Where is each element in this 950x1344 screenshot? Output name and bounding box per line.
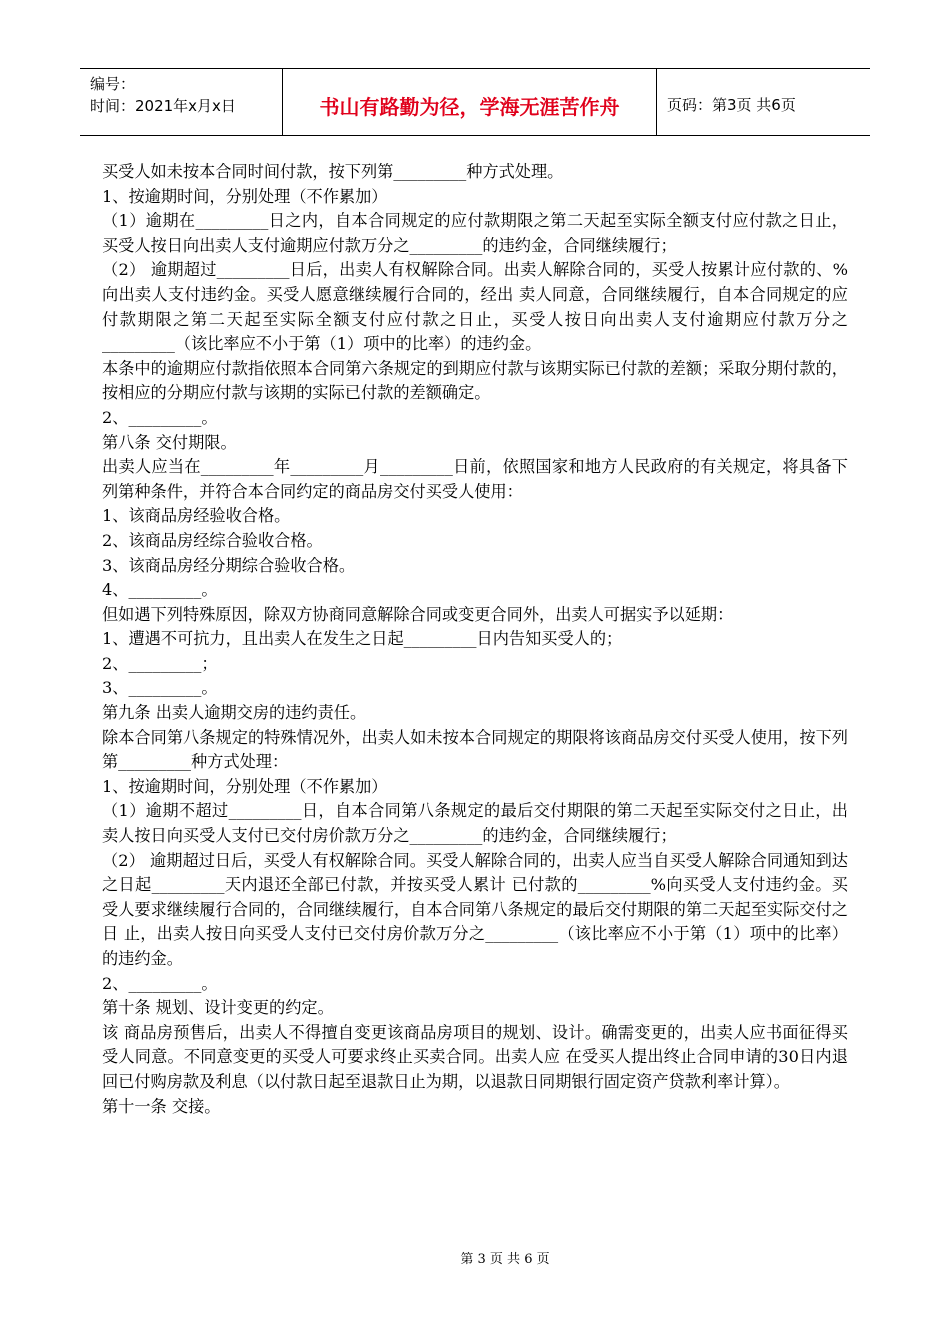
paragraph: 1、该商品房经验收合格。 [102, 506, 291, 526]
paragraph: 2、_________。 [102, 407, 218, 427]
section-heading: 第十条 规划、设计变更的约定。 [102, 998, 334, 1018]
paragraph: 但如遇下列特殊原因，除双方协商同意解除合同或变更合同外，出卖人可据实予以延期： [102, 604, 734, 624]
paragraph: （2） 逾期超过_________日后，出卖人有权解除合同。出卖人解除合同的，买受人按累计应付款的、%向出卖人支付违约金。买受人愿意继续履行合同的，经出 卖人同意，合同继续履行，自本合同规定的应付款期限之第二天起至实际全额支付应付款之日止，买受人按日向出卖人支付逾期应付款万分之 _________（该比率应不小于第（1）项中的比率）的违约金。 [102, 260, 848, 354]
paragraph: （2） 逾期超过日后，买受人有权解除合同。买受人解除合同的，出卖人应当自买受人解除合同通知到达之日起_________天内退还全部已付款，并按买受人累计 已付款的_________%向买受人支付违约金。买受人要求继续履行合同的，合同继续履行，自本合同第八条规定的最后交付期限的第二天起至实际交付之日 止，出卖人按日向买受人支付已交付房价款万分之_________（该比率应不小于第（1）项中的比率）的违约金。 [102, 850, 848, 968]
document-time-label: 时间：2021年x月x日 [90, 97, 236, 115]
paragraph: 该 商品房预售后，出卖人不得擅自变更该商品房项目的规划、设计。确需变更的，出卖人应书面征得买受人同意。不同意变更的买受人可要求终止买卖合同。出卖人应 在受买人提出终止合同申请的30日内退回已付购房款及利息（以付款日起至退款日止为期，以退款日同期银行固定资产贷款利率计算）。 [102, 1022, 848, 1091]
section-heading: 第十一条 交接。 [102, 1096, 221, 1116]
header-page-info: 页码：第3页 共6页 [667, 95, 796, 114]
paragraph: 买受人如未按本合同时间付款，按下列第_________种方式处理。 [102, 162, 564, 181]
contract-body [102, 160, 848, 1119]
paragraph: 2、_________。 [102, 973, 218, 993]
header-info-cell [80, 69, 283, 135]
page-header [80, 68, 870, 136]
paragraph: 出卖人应当在_________年_________月_________日前，依照国家和地方人民政府的有关规定，将具备下列第种条件，并符合本合同约定的商品房交付买受人使用： [102, 457, 848, 501]
paragraph: 1、按逾期时间，分别处理（不作累加） [102, 186, 388, 206]
paragraph: （1）逾期在_________日之内，自本合同规定的应付款期限之第二天起至实际全额支付应付款之日止，买受人按日向出卖人支付逾期应付款万分之_________的违约金，合同继续履行； [102, 211, 848, 255]
section-heading: 第九条 出卖人逾期交房的违约责任。 [102, 703, 367, 723]
paragraph: 2、_________； [102, 653, 218, 673]
page-footer: 第 3 页 共 6 页 [460, 1252, 550, 1267]
paragraph: 1、遭遇不可抗力，且出卖人在发生之日起_________日内告知买受人的； [102, 629, 623, 649]
paragraph: 2、该商品房经综合验收合格。 [102, 530, 323, 550]
paragraph: 4、_________。 [102, 580, 218, 600]
section-heading: 第八条 交付期限。 [102, 432, 237, 452]
header-motto: 书山有路勤为径，学海无涯苦作舟 [283, 69, 657, 135]
paragraph: 3、_________。 [102, 678, 218, 698]
paragraph: 1、按逾期时间，分别处理（不作累加） [102, 776, 388, 796]
paragraph: 本条中的逾期应付款指依照本合同第六条规定的到期应付款与该期实际已付款的差额；采取分期付款的，按相应的分期应付款与该期的实际已付款的差额确定。 [102, 358, 848, 403]
paragraph: 除本合同第八条规定的特殊情况外，出卖人如未按本合同规定的期限将该商品房交付买受人使用，按下列第_________种方式处理： [102, 727, 848, 772]
paragraph: 3、该商品房经分期综合验收合格。 [102, 555, 356, 575]
document-number-label: 编号： [90, 75, 136, 93]
paragraph: （1）逾期不超过_________日，自本合同第八条规定的最后交付期限的第二天起至实际交付之日止，出卖人按日向买受人支付已交付房价款万分之_________的违约金，合同继续履行； [102, 801, 848, 846]
